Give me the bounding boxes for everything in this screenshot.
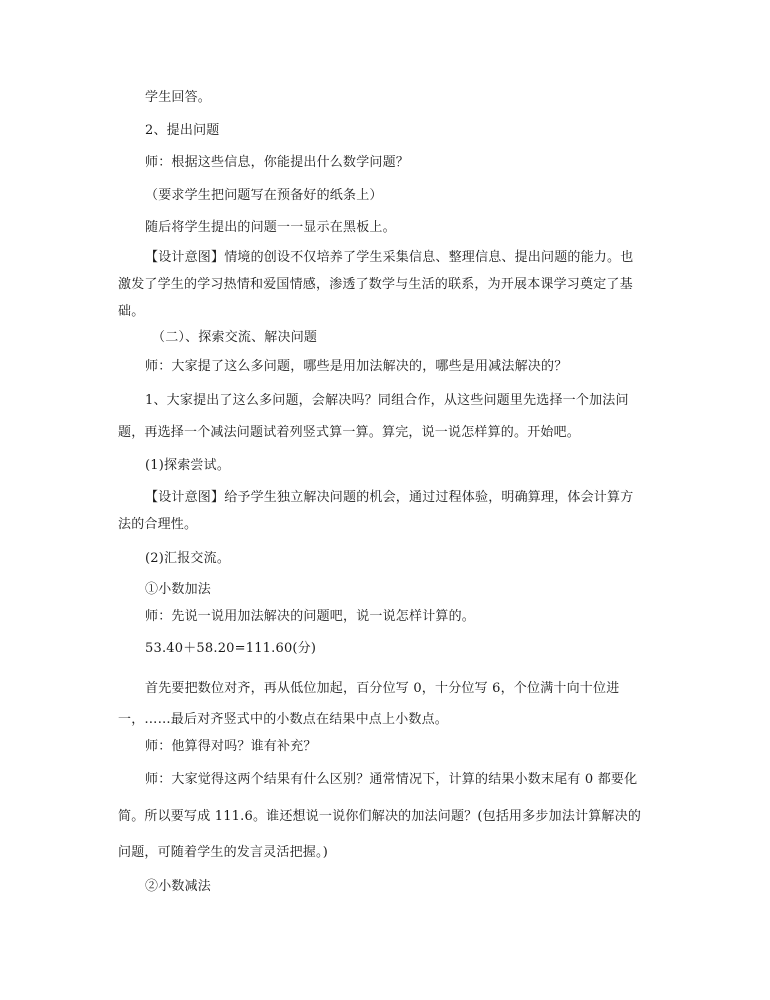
paragraph-design-intent-1-line-1: 【设计意图】情境的创设不仅培养了学生采集信息、整理信息、提出问题的能力。也 xyxy=(145,250,634,265)
paragraph-step-1-line-1: 1、大家提出了这么多问题，会解决吗？同组合作，从这些问题里先选择一个加法问 xyxy=(145,393,629,408)
equation-addition: 53.40＋58.20=111.60(分) xyxy=(145,641,317,656)
heading-report-exchange: (2)汇报交流。 xyxy=(145,551,231,566)
paragraph-design-intent-1-line-2: 激发了学生的学习热情和爱国情感，渗透了数学与生活的联系，为开展本课学习奠定了基 xyxy=(118,277,633,292)
heading-explore-try: (1)探索尝试。 xyxy=(145,458,231,473)
heading-explore-solve: （二）、探索交流、解决问题 xyxy=(152,330,318,345)
paragraph-note: （要求学生把问题写在预备好的纸条上） xyxy=(145,188,383,203)
heading-raise-question: 2、提出问题 xyxy=(145,123,220,138)
paragraph-teacher-addition: 师：先说一说用加法解决的问题吧，说一说怎样计算的。 xyxy=(145,609,476,624)
paragraph-teacher-check: 师：他算得对吗？谁有补充？ xyxy=(145,739,317,754)
paragraph-difference-line-2: 简。所以要写成 111.6。谁还想说一说你们解决的加法问题？(包括用多步加法计算解决的 xyxy=(118,809,642,824)
paragraph-difference-line-1: 师：大家觉得这两个结果有什么区别？通常情况下，计算的结果小数末尾有 0 都要化 xyxy=(145,772,638,787)
heading-decimal-subtraction: ②小数减法 xyxy=(145,879,212,894)
paragraph-difference-line-3: 问题，可随着学生的发言灵活把握。) xyxy=(118,845,328,860)
paragraph-teacher-question: 师：根据这些信息，你能提出什么数学问题？ xyxy=(145,155,410,170)
heading-decimal-addition: ①小数加法 xyxy=(145,582,212,597)
paragraph-design-intent-2-line-2: 法的合理性。 xyxy=(118,517,198,532)
paragraph-align-digits-line-1: 首先要把数位对齐，再从低位加起，百分位写 0，十分位写 6，个位满十向十位进 xyxy=(145,681,620,696)
paragraph-design-intent-2-line-1: 【设计意图】给予学生独立解决问题的机会，通过过程体验，明确算理，体会计算方 xyxy=(145,490,634,505)
paragraph-teacher-add-sub: 师：大家提了这么多问题，哪些是用加法解决的，哪些是用减法解决的？ xyxy=(145,359,568,374)
paragraph-step-1-line-2: 题，再选择一个减法问题试着列竖式算一算。算完，说一说怎样算的。开始吧。 xyxy=(118,425,581,440)
paragraph-design-intent-1-line-3: 础。 xyxy=(118,304,145,319)
paragraph-blackboard: 随后将学生提出的问题一一显示在黑板上。 xyxy=(145,220,396,235)
paragraph-align-digits-line-2: 一，……最后对齐竖式中的小数点在结果中点上小数点。 xyxy=(118,712,449,727)
paragraph-student-answer: 学生回答。 xyxy=(145,90,212,105)
